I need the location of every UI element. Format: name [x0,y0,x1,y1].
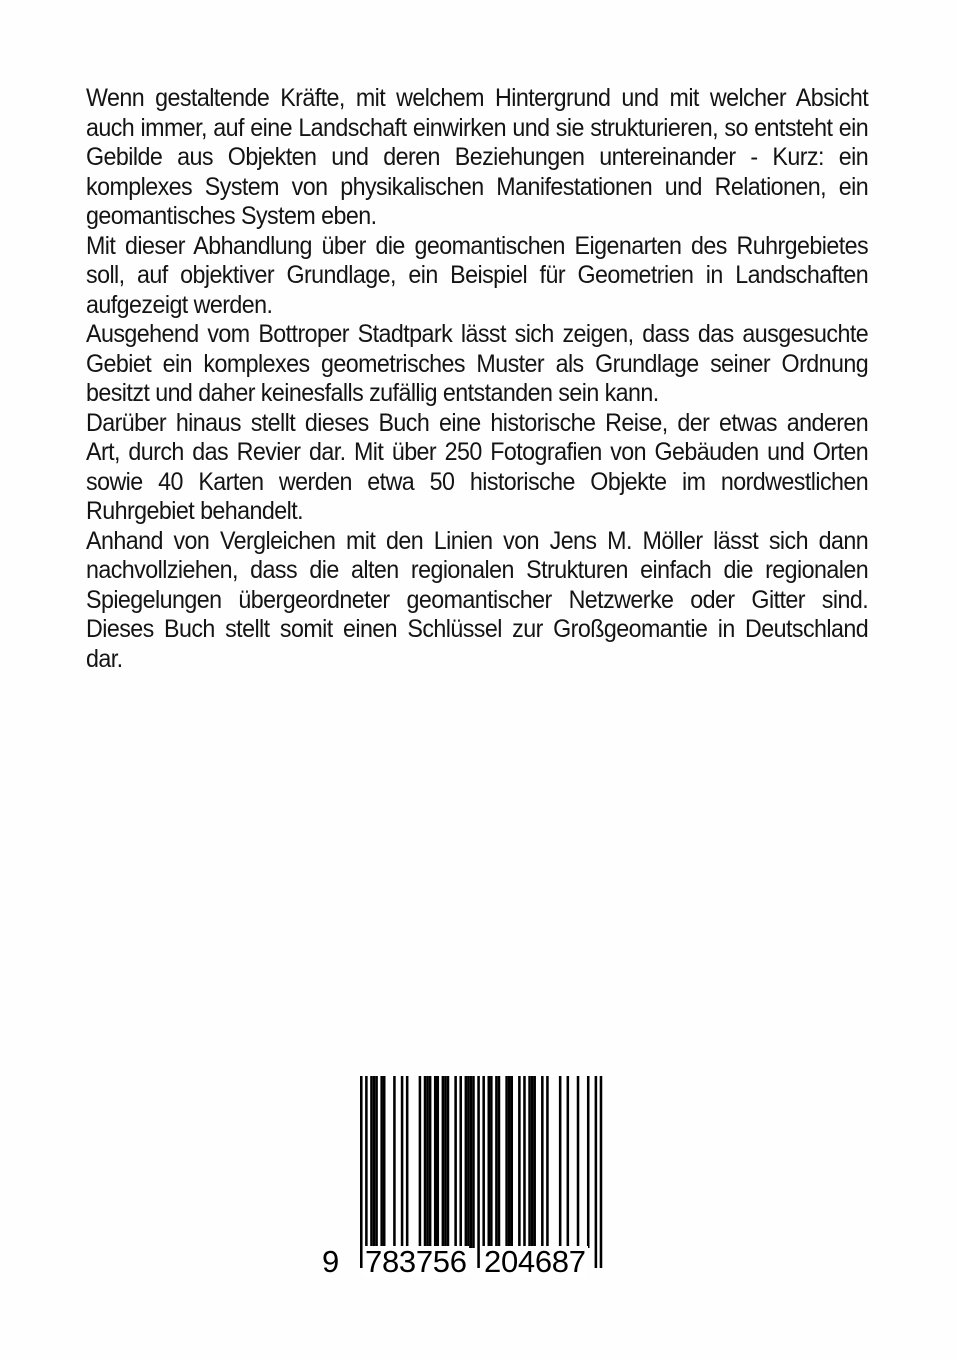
blurb-paragraph-5: Anhand von Vergleichen mit den Linien von Jens M. Möller lässt sich dann nachvollziehen, dass die alten regionalen Strukturen einfach die regionalen Spiegelungen übergeordneter geomantischer Netzwerke oder Gitter sind. Dieses Buch stellt somit einen Schlüssel zur Großgeomantie in Deutschland dar. [86,526,869,673]
barcode-first-digit: 9 [322,1244,340,1279]
blurb-paragraph-2: Mit dieser Abhandlung über die geomantischen Eigenarten des Ruhrgebietes soll, auf objektiver Grundlage, ein Beispiel für Geometrien in Landschaften aufgezeigt werden. [86,231,869,319]
blurb-paragraph-3: Ausgehend vom Bottroper Stadtpark lässt sich zeigen, dass das ausgesuchte Gebiet ein komplexes geometrisches Muster als Grundlage seiner Ordnung besitzt und daher keinesfalls zufällig entstanden sein kann. [86,320,869,407]
barcode-left-digits: 783756 [365,1244,467,1279]
blurb-paragraph-4: Darüber hinaus stellt dieses Buch eine historische Reise, der etwas anderen Art, durch das Revier dar. Mit über 250 Fotografien von Gebäuden und Orten sowie 40 Karten werden etwa 50 historische Objekte im nordwestlichen Ruhrgebiet behandelt. [86,408,869,525]
blurb-text [86,84,868,674]
blurb-paragraph-1: Wenn gestaltende Kräfte, mit welchem Hintergrund und mit welcher Absicht auch immer, auf eine Landschaft einwirken und sie strukturieren, so entsteht ein Gebilde aus Objekten und deren Beziehungen untereinander - Kurz: ein komplexes System von physikalischen Manifestationen und Relationen, ein geomantisches System eben. [86,84,869,230]
barcode-right-digits: 204687 [484,1244,586,1279]
isbn-barcode [318,1076,608,1286]
